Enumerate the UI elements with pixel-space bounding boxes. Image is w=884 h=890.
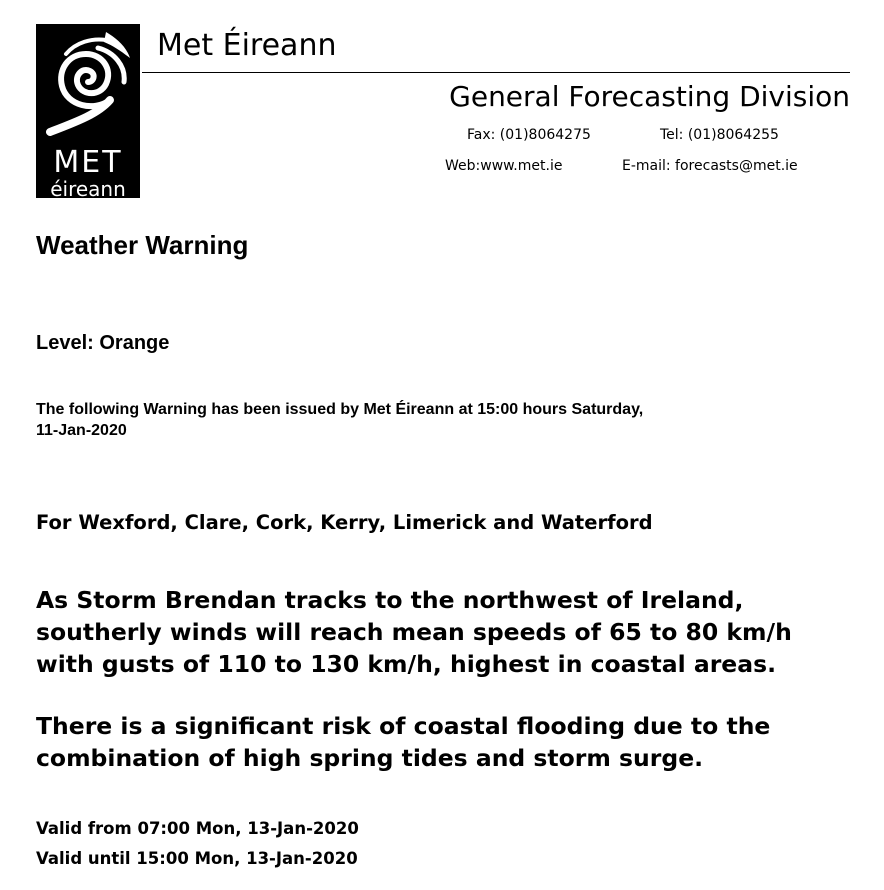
paragraph-1-line-2: southerly winds will reach mean speeds of 65 to 80 km/h [36,618,792,646]
valid-from: Valid from 07:00 Mon, 13-Jan-2020 [36,819,359,838]
paragraph-2-line-2: combination of high spring tides and storm surge. [36,744,704,772]
tel-number: Tel: (01)8064255 [660,127,779,143]
logo-met-text: MET [53,145,123,180]
issued-statement [36,399,836,441]
issued-line-1: The following Warning has been issued by Met Éireann at 15:00 hours Saturday, [36,401,644,418]
warning-paragraph-1 [36,584,856,680]
organization-name: Met Éireann [157,28,337,63]
warning-paragraph-2 [36,710,856,774]
paragraph-1-line-1: As Storm Brendan tracks to the northwest of Ireland, [36,586,744,614]
web-address[interactable]: Web:www.met.ie [445,158,563,174]
spiral-logo-icon [36,24,140,149]
fax-number: Fax: (01)8064275 [467,127,591,143]
affected-counties: For Wexford, Clare, Cork, Kerry, Limerick and Waterford [36,511,653,534]
met-eireann-logo [36,24,140,201]
valid-until: Valid until 15:00 Mon, 13-Jan-2020 [36,849,358,868]
paragraph-2-line-1: There is a significant risk of coastal flooding due to the [36,712,771,740]
email-address[interactable]: E-mail: forecasts@met.ie [622,158,798,174]
warning-level: Level: Orange [36,332,170,354]
division-name: General Forecasting Division [449,80,850,113]
logo-eireann-text: éireann [50,177,126,201]
header-divider [142,72,850,73]
issued-line-2: 11-Jan-2020 [36,422,127,439]
paragraph-1-line-3: with gusts of 110 to 130 km/h, highest in coastal areas. [36,650,777,678]
page-title: Weather Warning [36,230,249,260]
